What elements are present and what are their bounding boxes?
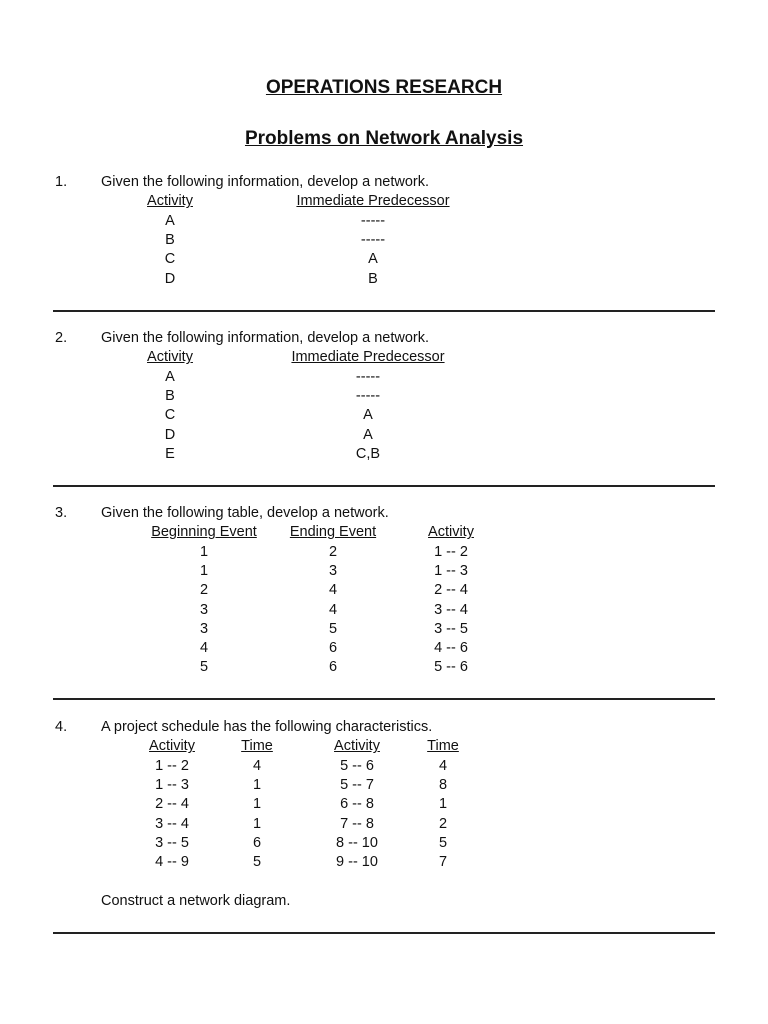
table-cell: 1 (252, 776, 262, 793)
table-cell: 4 (328, 582, 338, 599)
table-cell: 2 -- 4 (434, 582, 468, 599)
table-header: Ending Event (289, 524, 377, 541)
table-cell: 5 (199, 659, 209, 676)
table-cell: 6 (328, 659, 338, 676)
section-divider (53, 932, 715, 934)
problem-statement: Given the following table, develop a network. (101, 505, 389, 521)
table-cell: ----- (355, 368, 381, 385)
problem-number: 3. (55, 505, 68, 521)
table-cell: D (164, 270, 176, 287)
table-header: Beginning Event (151, 524, 257, 541)
table-cell: B (368, 270, 378, 287)
table-cell: C (164, 407, 176, 424)
table-cell: 6 (252, 834, 262, 851)
problem-instruction: Construct a network diagram. (101, 892, 291, 909)
table-cell: 3 -- 5 (155, 834, 189, 851)
table-cell: A (368, 251, 378, 268)
document-title: OPERATIONS RESEARCH (265, 77, 503, 98)
table-header: Activity (334, 738, 380, 755)
table-header: Activity (149, 738, 195, 755)
table-cell: 3 -- 5 (434, 620, 468, 637)
table-cell: 5 -- 6 (340, 757, 374, 774)
table-cell: 5 (328, 620, 338, 637)
section-divider (53, 485, 715, 487)
table-cell: 3 -- 4 (434, 601, 468, 618)
problem-statement: A project schedule has the following characteristics. (101, 719, 433, 735)
table-cell: 5 (438, 834, 448, 851)
section-divider (53, 310, 715, 312)
table-cell: 8 (438, 776, 448, 793)
table-cell: 2 (199, 582, 209, 599)
table-cell: 5 (252, 854, 262, 871)
problem-statement: Given the following information, develop a network. (101, 174, 430, 190)
problem-statement: Given the following information, develop a network. (101, 330, 430, 346)
table-cell: 1 -- 2 (434, 543, 468, 560)
table-header: Time (427, 738, 459, 755)
table-cell: 3 (328, 562, 338, 579)
table-cell: 4 (199, 640, 209, 657)
table-cell: ----- (360, 231, 386, 248)
table-header: Immediate Predecessor (291, 349, 445, 366)
problem-number: 1. (55, 174, 68, 190)
problem-number: 4. (55, 719, 68, 735)
table-cell: A (363, 426, 373, 443)
table-cell: 1 (199, 543, 209, 560)
table-cell: A (363, 407, 373, 424)
table-cell: 4 -- 9 (155, 854, 189, 871)
table-cell: 6 -- 8 (340, 796, 374, 813)
table-header: Activity (428, 524, 474, 541)
table-cell: 4 (438, 757, 448, 774)
table-cell: 5 -- 6 (434, 659, 468, 676)
table-cell: 2 -- 4 (155, 796, 189, 813)
table-cell: 1 (438, 796, 448, 813)
table-cell: ----- (355, 387, 381, 404)
table-cell: 2 (438, 815, 448, 832)
document-subtitle: Problems on Network Analysis (244, 128, 524, 149)
table-cell: 7 -- 8 (340, 815, 374, 832)
table-header: Immediate Predecessor (296, 193, 450, 210)
table-cell: 4 (328, 601, 338, 618)
table-cell: 1 -- 3 (155, 776, 189, 793)
table-cell: 7 (438, 854, 448, 871)
table-cell: 3 (199, 601, 209, 618)
table-cell: 6 (328, 640, 338, 657)
table-cell: 1 -- 3 (434, 562, 468, 579)
table-cell: 5 -- 7 (340, 776, 374, 793)
table-cell: 3 (199, 620, 209, 637)
table-cell: 2 (328, 543, 338, 560)
table-cell: D (164, 426, 176, 443)
table-cell: E (165, 445, 175, 462)
table-cell: B (165, 387, 175, 404)
table-cell: A (165, 212, 175, 229)
table-header: Activity (147, 193, 193, 210)
table-cell: 8 -- 10 (336, 834, 378, 851)
table-cell: C,B (355, 445, 381, 462)
problem-number: 2. (55, 330, 68, 346)
table-cell: 1 (199, 562, 209, 579)
table-cell: B (165, 231, 175, 248)
table-cell: 3 -- 4 (155, 815, 189, 832)
table-cell: ----- (360, 212, 386, 229)
table-cell: C (164, 251, 176, 268)
table-cell: A (165, 368, 175, 385)
table-cell: 1 (252, 815, 262, 832)
table-header: Time (241, 738, 273, 755)
table-cell: 1 (252, 796, 262, 813)
table-header: Activity (147, 349, 193, 366)
table-cell: 1 -- 2 (155, 757, 189, 774)
table-cell: 4 (252, 757, 262, 774)
table-cell: 4 -- 6 (434, 640, 468, 657)
section-divider (53, 698, 715, 700)
table-cell: 9 -- 10 (336, 854, 378, 871)
